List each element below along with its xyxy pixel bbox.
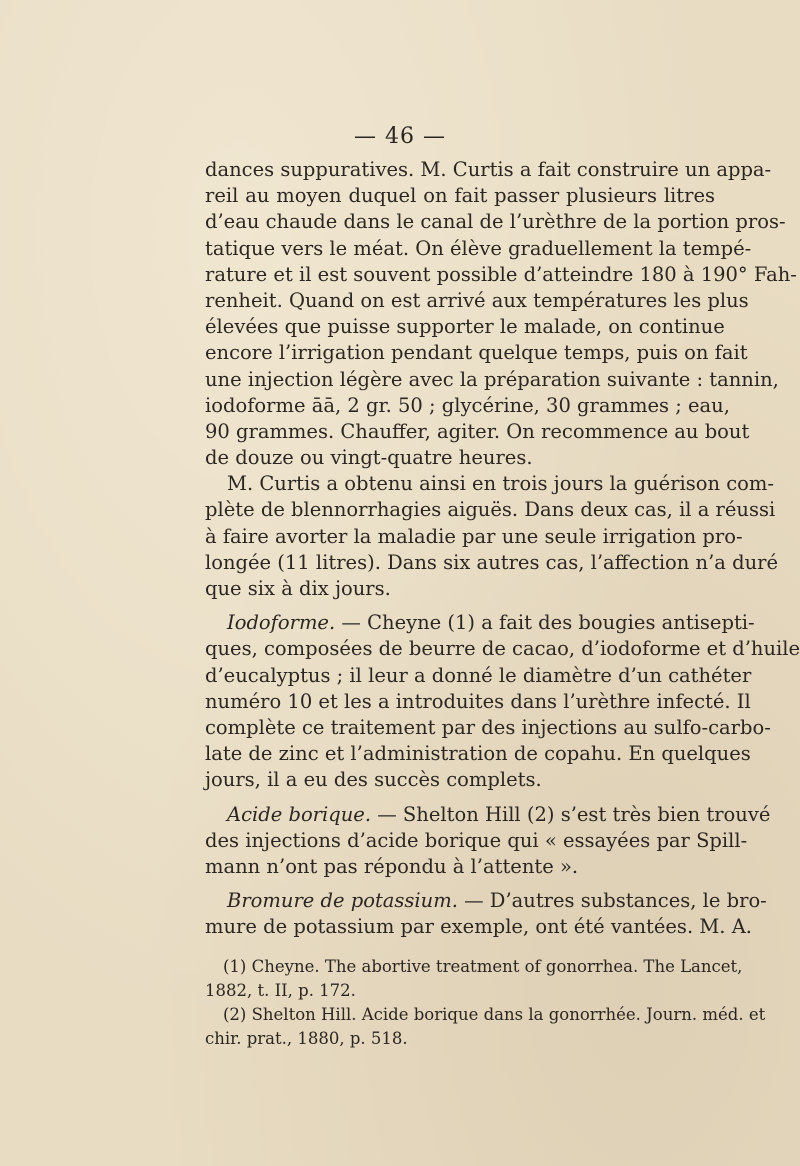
text-line: élevées que puisse supporter le malade, on continue	[205, 315, 725, 339]
paragraph-gap	[205, 794, 715, 802]
text-line: d’eau chaude dans le canal de l’urèthre de la portion pros-	[205, 210, 786, 234]
page-number: — 46 —	[354, 124, 446, 149]
text-line: plète de blennorrhagies aiguës. Dans deux cas, il a réussi	[205, 498, 776, 522]
footnote-line: (1) Cheyne. The abortive treatment of gonorrhea. The Lancet,	[223, 957, 743, 976]
text-line: tatique vers le méat. On élève graduellement la tempé-	[205, 236, 752, 260]
text-line: longée (11 litres). Dans six autres cas, l’affection n’a duré	[205, 550, 779, 574]
text-line: de douze ou vingt-quatre heures.	[205, 446, 533, 470]
section-heading: Bromure de potassium.	[227, 889, 458, 913]
paragraph-gap	[205, 602, 715, 610]
footnote-line: 1882, t. II, p. 172.	[205, 981, 356, 1000]
footnotes	[205, 955, 766, 1051]
body-text	[205, 157, 800, 940]
text-line: Acide borique. — Shelton Hill (2) s’est très bien trouvé	[227, 802, 771, 826]
text-line: jours, il a eu des succès complets.	[205, 768, 542, 792]
text-line: dances suppuratives. M. Curtis a fait construire un appa-	[205, 158, 772, 181]
text-line: Bromure de potassium. — D’autres substances, le bro-	[227, 889, 767, 913]
text-line: reil au moyen duquel on fait passer plusieurs litres	[205, 184, 715, 208]
text-line: des injections d’acide borique qui « essayées par Spill-	[205, 828, 748, 852]
footnote-line: (2) Shelton Hill. Acide borique dans la gonorrhée. Journ. méd. et	[223, 1005, 766, 1024]
text-line: que six à dix jours.	[205, 577, 391, 600]
text-line: iodoforme āā, 2 gr. 50 ; glycérine, 30 grammes ; eau,	[205, 393, 730, 417]
text-line: d’eucalyptus ; il leur a donné le diamètre d’un cathéter	[205, 663, 752, 687]
text-line: encore l’irrigation pendant quelque temps, puis on fait	[205, 341, 748, 365]
text-line: mure de potassium par exemple, ont été vantées. M. A.	[205, 915, 752, 939]
text-line: mann n’ont pas répondu à l’attente ».	[205, 854, 579, 878]
text-line: late de zinc et l’administration de copahu. En quelques	[205, 742, 751, 766]
text-line: renheit. Quand on est arrivé aux températures les plus	[205, 288, 749, 312]
section-heading: Iodoforme.	[227, 611, 336, 635]
text-line: complète ce traitement par des injections au sulfo-carbo-	[205, 715, 771, 739]
paragraph-gap	[205, 880, 715, 888]
text-line: une injection légère avec la préparation suivante : tannin,	[205, 367, 779, 391]
text-line: rature et il est souvent possible d’atteindre 180 à 190° Fah-	[205, 262, 797, 286]
text-line: M. Curtis a obtenu ainsi en trois jours la guérison com-	[227, 472, 774, 496]
text-line: numéro 10 et les a introduites dans l’urèthre infecté. Il	[205, 689, 751, 713]
text-line: Iodoforme. — Cheyne (1) a fait des bougies antisepti-	[227, 611, 755, 635]
text-line: ques, composées de beurre de cacao, d’iodoforme et d’huile	[205, 637, 800, 661]
text-line: à faire avorter la maladie par une seule irrigation pro-	[205, 524, 743, 548]
text-line: 90 grammes. Chauffer, agiter. On recommence au bout	[205, 419, 750, 443]
section-heading: Acide borique.	[227, 802, 372, 826]
footnote-line: chir. prat., 1880, p. 518.	[205, 1029, 408, 1048]
